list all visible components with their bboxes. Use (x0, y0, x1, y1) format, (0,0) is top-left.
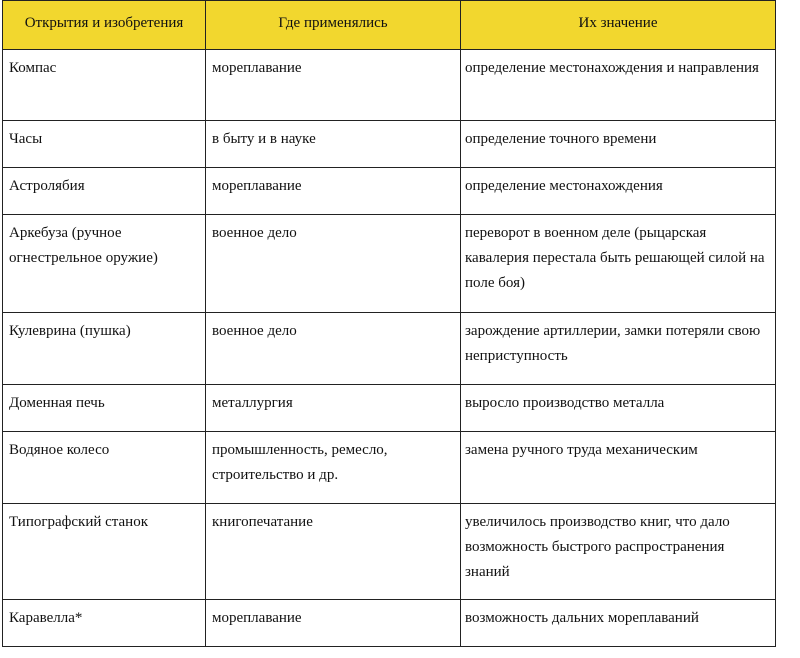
table-row (3, 121, 776, 168)
table-row (3, 313, 776, 385)
table-row (3, 600, 776, 647)
cell-invention: Аркебуза (ручное огнестрельное оружие) (3, 215, 206, 313)
cell-where: военное дело (206, 313, 461, 385)
cell-significance: возможность дальних мореплаваний (461, 600, 776, 647)
header-where-used: Где применялись (206, 1, 461, 50)
cell-where: мореплавание (206, 600, 461, 647)
table-row (3, 168, 776, 215)
cell-where: металлургия (206, 385, 461, 432)
cell-invention: Доменная печь (3, 385, 206, 432)
cell-invention: Каравелла* (3, 600, 206, 647)
cell-invention: Часы (3, 121, 206, 168)
cell-significance: переворот в военном деле (рыцарская кавалерия перестала быть решающей силой на поле боя) (461, 215, 776, 313)
cell-significance: выросло производство металла (461, 385, 776, 432)
cell-significance: увеличилось производство книг, что дало возможность быстрого распространения знаний (461, 504, 776, 600)
table-row (3, 432, 776, 504)
cell-significance: определение местонахождения и направления (461, 50, 776, 121)
cell-where: военное дело (206, 215, 461, 313)
table-row (3, 215, 776, 313)
cell-invention: Типографский станок (3, 504, 206, 600)
cell-where: книгопечатание (206, 504, 461, 600)
cell-significance: зарождение артиллерии, замки потеряли свою неприступность (461, 313, 776, 385)
cell-invention: Астролябия (3, 168, 206, 215)
cell-invention: Кулеврина (пушка) (3, 313, 206, 385)
cell-invention: Водяное колесо (3, 432, 206, 504)
inventions-table (2, 0, 776, 647)
cell-significance: определение точного времени (461, 121, 776, 168)
header-significance: Их значение (461, 1, 776, 50)
cell-where: мореплавание (206, 168, 461, 215)
header-inventions: Открытия и изобретения (3, 1, 206, 50)
table-header-row (3, 1, 776, 50)
table-row (3, 504, 776, 600)
cell-significance: замена ручного труда механическим (461, 432, 776, 504)
table-row (3, 50, 776, 121)
cell-invention: Компас (3, 50, 206, 121)
cell-where: мореплавание (206, 50, 461, 121)
cell-significance: определение местонахождения (461, 168, 776, 215)
cell-where: в быту и в науке (206, 121, 461, 168)
cell-where: промышленность, ремесло, строительство и др. (206, 432, 461, 504)
table-row (3, 385, 776, 432)
